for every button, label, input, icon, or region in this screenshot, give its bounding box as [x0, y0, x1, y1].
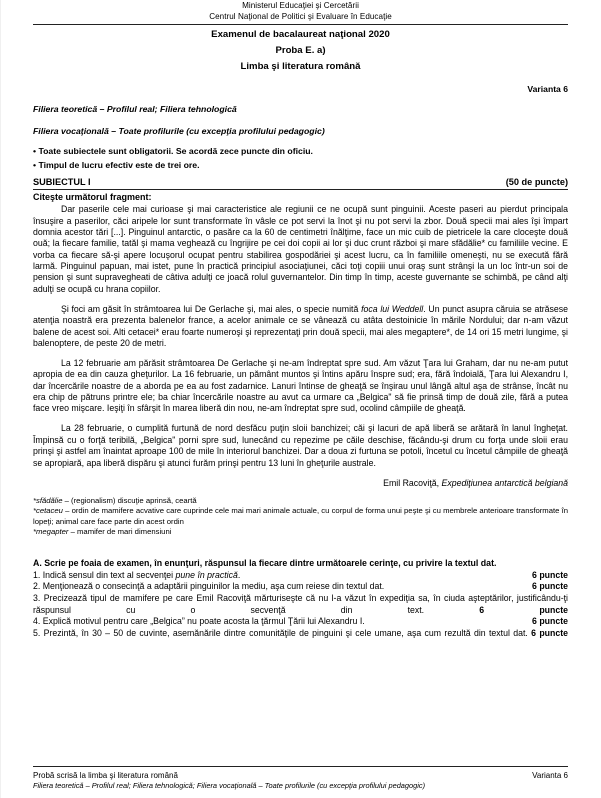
variant-label-top: Varianta 6 [527, 84, 568, 95]
footnotes-block [33, 496, 568, 537]
question-3-text: Precizează tipul de mamifere pe care Emil Racoviţă mărturiseşte că nu l-a văzut în expediţia sa, în ciuda aşteptărilor, justificându-ţi răspunsul cu o secvenţă din text. [33, 592, 568, 615]
footnote-1 [33, 496, 568, 506]
question-item-4 [33, 616, 568, 628]
footnote-2-definition: – ordin de mamifere acvative care cuprinde cele mai mari animale actuale, cu corpul de forma unui peşte şi cu membrele anterioare transformate în lopeţi; animal care face parte din acest ordin [33, 506, 568, 526]
filiera-line-2: Filiera vocaţională – Toate profilurile (cu excepţia profilului pedagogic) [33, 125, 325, 136]
section-a-questions [33, 570, 568, 640]
ministry-header [33, 0, 568, 23]
question-5-text: Prezintă, în 30 – 50 de cuvinte, asemănările dintre comunităţile de pinguini şi cele umane, aşa cum rezultă din textul dat. [43, 627, 528, 638]
filiera-line-1: Filiera teoretică – Profilul real; Filiera tehnologică [33, 104, 237, 115]
footnote-3-definition: – mamifer de mari dimensiuni [68, 526, 172, 536]
read-instruction: Citeşte următorul fragment: [33, 192, 152, 203]
ministry-line-1: Ministerul Educaţiei şi Cercetării [242, 1, 359, 10]
fragment-p2-part-a: Şi foci am găsit în strâmtoarea lui De Gerlache şi, mai ales, o specie numită [61, 303, 362, 314]
question-item-5 [33, 628, 568, 640]
exam-title-line-2: Proba E. a) [275, 45, 326, 57]
page-footer [33, 766, 568, 791]
exam-title-line-3: Limba şi literatura română [240, 61, 361, 73]
question-2-points: 6 puncte [532, 581, 568, 592]
question-item-3 [33, 593, 568, 616]
document-content [33, 0, 568, 639]
question-1-points: 6 puncte [532, 569, 568, 580]
attribution-work: Expediţiunea antarctică belgiană [441, 477, 568, 488]
fragment-paragraph-2 [33, 304, 568, 349]
question-item-2 [33, 581, 568, 593]
question-4-row [33, 616, 568, 628]
subject-label: SUBIECTUL I [33, 177, 91, 188]
question-5-num: 5. [33, 627, 41, 638]
footer-primary-row [33, 770, 568, 781]
exam-rules-list [33, 145, 568, 172]
reading-fragment [33, 204, 568, 468]
fragment-paragraph-3: La 12 februarie am părăsit strâmtoarea De Gerlache şi ne-am îndreptat spre sud. Am văzut Ţara lui Graham, dar nu ne-am putut apropia de ea din cauza gheţurilor. La 16 februarie, un pământ muntos şi întins apăru înspre sud; era, fără îndoială, Ţara lui Alexandru I, dar încercările noastre de a aborda pe ea au fost zadarnice. Lanuri întinse de gheaţă se înşirau unul lângă altul aşa de strânse, încât nu era chip de pătruns printre ele; ba chiar încercările noastre au avut ca urmare ca „Belgica" să fie prinsă timp de două zile, fără a putea face vreo mişcare. Ieşiţi în sfârşit în marea liberă din nou, ne-am îndreptat spre sud, ocolind câmpiile de gheaţă. [33, 358, 568, 414]
footnote-1-term: *sfădălie [33, 495, 63, 505]
fragment-p2-part-b: . Un punct asupra căruia se atrăsese atenţia noastră era prezenta balenelor france, a acelor animale ce se vânează cu atâta destoinicie în mările Nordului; dar n-am văzut balene de acest soi. Alti cetacei* erau foarte numeroşi şi reprezentaţi prin două specii, mai ales megaptere*, de 14 ori 15 metri lungime, şi balenoptere, de peste 20 de metri. [33, 303, 569, 348]
subject-heading-bar [33, 177, 568, 190]
footnote-2-term: *cetaceu [33, 506, 63, 516]
exam-rule-item-2: • Timpul de lucru efectiv este de trei ore. [33, 159, 200, 170]
footer-filiera-line: Filiera teoretică – Profilul real; Filiera tehnologică; Filiera vocaţională – Toate profilurile (cu excepţia profilului pedagogic) [33, 781, 426, 790]
exam-title-line-1: Examenul de bacalaureat naţional 2020 [211, 28, 390, 40]
attribution-author: Emil Racoviţă, [383, 477, 442, 488]
question-item-1 [33, 570, 568, 582]
question-4-text [33, 616, 371, 628]
question-1-italic: pune în practică [175, 569, 238, 580]
ministry-line-2: Centrul Naţional de Politici şi Evaluare în Educaţie [209, 12, 392, 22]
fragment-paragraph-1: Dar paserile cele mai curioase şi mai caracteristice ale regiunii ce ne ocupă sunt pinguinii. Aceste paseri au pierdut principala însuşire a paserilor, căci aripele lor sunt transformate în vâsle ce pot servi la înot şi nu pot servi la zbor. Două specii mai ales îşi împart domnia acestor tări [...]. Pinguinul antarctic, o pasăre ca la 60 de centimetri înălţime, face un mic cuib de pietricele la care cloceşte două ouă; la fiecare familie, tatăl şi mama veghează cu îngrijire pe cei doi copii ai lor şi duc crunt război şi mare sfădălie* cu familiile vecine. E vorba ca fiecare să-şi apere locuşorul ocupat pentru stabilirea gospodăriei şi acest lucru, ca în familiile omeneşti, nu se execută fără larmă. Pinguinul papuan, mai istet, pune în practică principiul asociaţiunei, căci toţi copiii unui oraş sunt strânşi la un loc într-un soi de pension şi sunt supravegheati de câtiva adulţi ce joacă rolul guvernantelor. Din timp în timp, aceste guvernante se schimbă, pe când alţi adulţi se ocupă cu hrana copiilor. [33, 204, 568, 294]
fragment-paragraph-4: La 28 februarie, o cumplită furtună de nord desfăcu puţin sloii banchizei; căi şi lacuri de apă liberă se arătară în lanul îngheţat. Împinsă cu o forţă teribilă, „Belgica" porni spre sud, lunecând cu repezime pe căile deschise, făcându-şi drum cu forţa unde sloii erau prinşi şi astfel am înaintat aproape 100 de mile în interiorul banchizei. Dar a doua zi furtuna se potoli, încetul cu încetul câmpiile de gheaţă se apropiară, apa liberă dispăru şi atunci furăm prinşi pentru 13 luni în gheţurile australe. [33, 423, 568, 468]
question-2-text [33, 581, 390, 593]
question-1-num: 1. [33, 569, 41, 580]
footer-variant-label: Varianta 6 [532, 770, 568, 780]
question-4-before: Explică motivul pentru care „Belgica” nu poate acosta la ţărmul Ţării lui Alexandru I. [42, 616, 365, 627]
question-5-points: 6 puncte [531, 627, 569, 638]
footnote-2 [33, 506, 568, 527]
header-divider [33, 24, 568, 25]
exam-title-block [33, 29, 568, 74]
question-2-num: 2. [33, 581, 41, 592]
question-3-points: 6 puncte [479, 604, 568, 615]
question-2-row [33, 581, 568, 593]
page-left-edge [0, 0, 1, 798]
fragment-attribution [33, 478, 568, 489]
question-4-num: 4. [33, 616, 41, 627]
footnote-3 [33, 527, 568, 537]
question-2-before: Menţionează o consecinţă a adaptării pinguinilor la mediu, aşa cum reiese din textul dat. [42, 581, 385, 592]
filiera-block [33, 104, 568, 137]
footnote-1-definition: – (regionalism) discuţie aprinsă, ceartă [62, 495, 197, 505]
exam-rule-item-1: • Toate subiectele sunt obligatorii. Se acordă zece puncte din oficiu. [33, 146, 313, 157]
footer-exam-label: Probă scrisă la limba şi literatura română [33, 770, 178, 780]
question-1-row [33, 570, 568, 582]
section-a-heading: A. Scrie pe foaia de examen, în enunţuri, răspunsul la fiecare dintre următoarele cerinţe, cu privire la textul dat. [33, 558, 497, 569]
footnote-3-term: *megapter [33, 526, 69, 536]
question-1-before: Indică sensul din text al secvenţei [42, 569, 176, 580]
fragment-p2-italic: foca lui Weddell [361, 303, 424, 314]
question-1-text [33, 570, 246, 582]
question-3-num: 3. [33, 592, 41, 603]
question-4-points: 6 puncte [532, 616, 568, 627]
subject-points: (50 de puncte) [505, 177, 568, 188]
question-1-after: . [237, 569, 241, 580]
